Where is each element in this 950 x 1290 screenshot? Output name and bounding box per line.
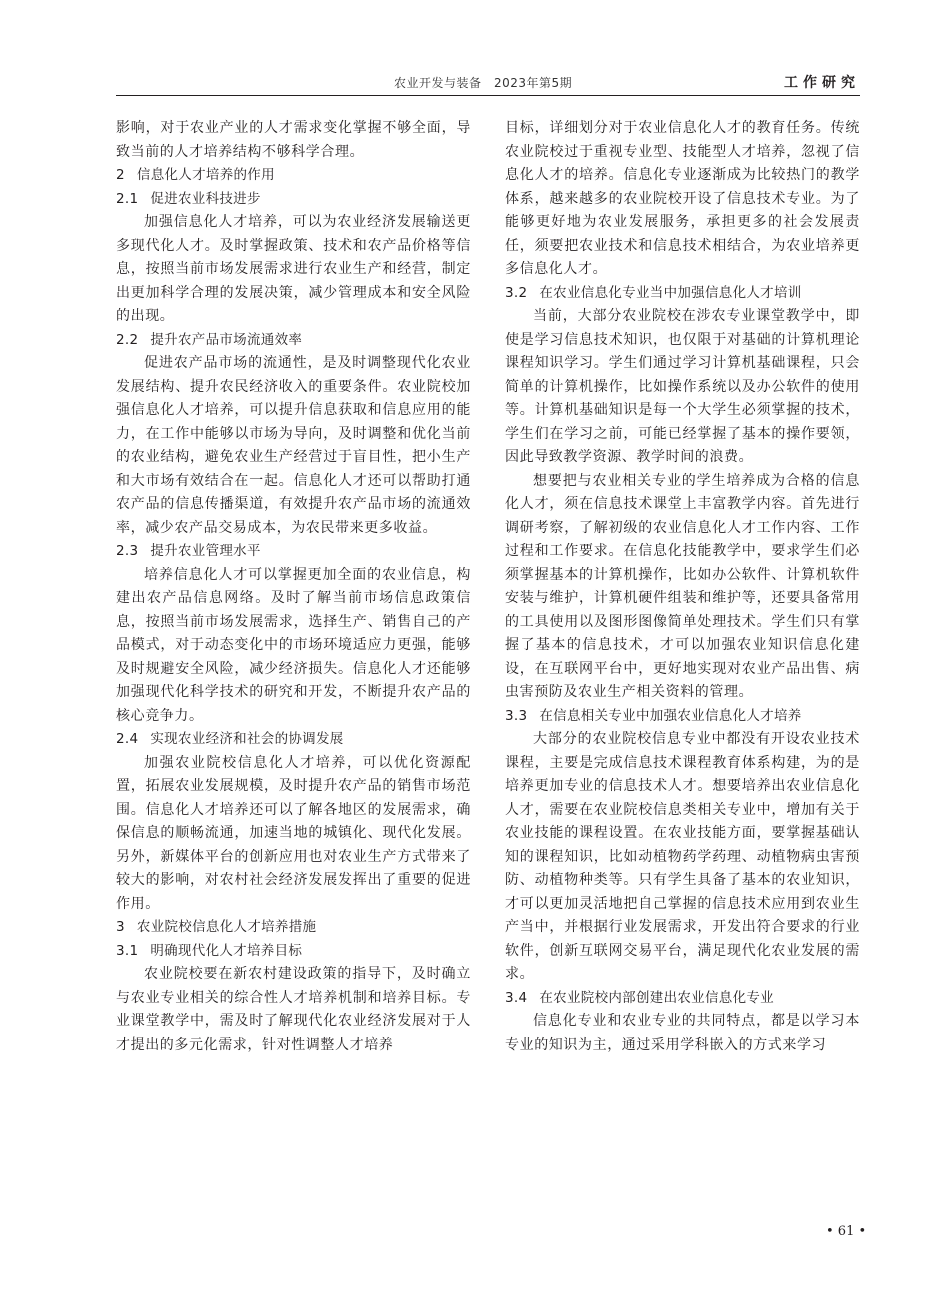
section-title: 明确现代化人才培养目标 [150,942,303,959]
section-heading [505,987,860,1011]
section-number: 3.4 [505,989,528,1006]
left-column [116,117,471,1057]
page-number: • 61 • [826,1224,867,1239]
section-number: 3.2 [505,284,528,301]
section-heading [116,188,471,212]
body-paragraph: 当前，大部分农业院校在涉农专业课堂教学中，即使是学习信息技术知识，也仅限于对基础的计算机理论课程知识学习。学生们通过学习计算机基础课程，只会简单的计算机操作，比如操作系统以及办公软件的使用等。计算机基础知识是每一个大学生必须掌握的技术，学生们在学习之前，可能已经掌握了基本的操作要领，因此导致教学资源、教学时间的浪费。 [505,308,860,465]
section-title: 在农业信息化专业当中加强信息化人才培训 [539,284,802,301]
body-paragraph: 大部分的农业院校信息专业中都没有开设农业技术课程，主要是完成信息技术课程教育体系构建，为的是培养更加专业的信息技术人才。想要培养出农业信息化人才，需要在农业院校信息类相关专业中，增加有关于农业技能的课程设置。在农业技能方面，要掌握基础认知的课程知识，比如动植物药学药理、动植物病虫害预防、动植物种类等。只有学生具备了基本的农业知识，才可以更加灵活地把自己掌握的信息技术应用到农业生产当中，并根据行业发展需求，开发出符合要求的行业软件，创新互联网交易平台，满足现代化农业发展的需求。 [505,731,860,982]
section-title: 在信息相关专业中加强农业信息化人才培养 [539,707,802,724]
section-heading [116,329,471,353]
body-paragraph: 加强农业院校信息化人才培养，可以优化资源配置，拓展农业发展规模，及时提升农产品的销售市场范围。信息化人才培养还可以了解各地区的发展需求，确保信息的顺畅流通，加速当地的城镇化、现代化发展。另外，新媒体平台的创新应用也对农业生产方式带来了较大的影响，对农村社会经济发展发挥出了重要的促进作用。 [116,754,471,912]
body-paragraph: 想要把与农业相关专业的学生培养成为合格的信息化人才，须在信息技术课堂上丰富教学内容。首先进行调研考察，了解初级的农业信息化人才工作内容、工作过程和工作要求。在信息化技能教学中，要求学生们必须掌握基本的计算机操作，比如办公软件、计算机软件安装与维护，计算机硬件组装和维护等，还要具备常用的工具使用以及图形图像简单处理技术。学生们只有掌握了基本的信息技术，才可以加强农业知识信息化建设，在互联网平台中，更好地实现对农业产品出售、病虫害预防及农业生产相关资料的管理。 [505,472,860,700]
section-heading [116,728,471,752]
section-title: 实现农业经济和社会的协调发展 [150,731,344,747]
section-heading [116,940,471,964]
section-number: 2.2 [116,331,139,348]
section-title: 农业院校信息化人才培养措施 [136,919,317,935]
section-number: 3.1 [116,942,139,959]
section-title: 信息化人才培养的作用 [136,167,275,183]
body-paragraph: 目标，详细划分对于农业信息化人才的教育任务。传统农业院校过于重视专业型、技能型人才培养，忽视了信息化人才的培养。信息化专业逐渐成为比较热门的教学体系，越来越多的农业院校开设了信息技术专业。为了能够更好地为农业发展服务，承担更多的社会发展责任，须要把农业技术和信息技术相结合，为农业培养更多信息化人才。 [505,120,860,277]
section-heading [505,705,860,729]
running-header [116,72,860,94]
section-number: 2.3 [116,543,139,559]
section-heading [116,164,471,188]
body-paragraph: 影响，对于农业产业的人才需求变化掌握不够全面，导致当前的人才培养结构不够科学合理。 [116,120,471,160]
section-label: 工作研究 [784,75,860,91]
body-paragraph: 信息化专业和农业专业的共同特点，都是以学习本专业的知识为主，通过采用学科嵌入的方式来学习 [505,1013,860,1053]
section-number: 3.3 [505,707,528,724]
section-title: 提升农业管理水平 [150,543,261,559]
section-title: 促进农业科技进步 [150,190,261,207]
body-paragraph: 加强信息化人才培养，可以为农业经济发展输送更多现代化人才。及时掌握政策、技术和农产品价格等信息，按照当前市场发展需求进行农业生产和经营，制定出更加科学合理的发展决策，减少管理成本和安全风险的出现。 [116,214,471,324]
section-title: 提升农产品市场流通效率 [150,331,303,348]
section-number: 2 [116,167,125,183]
section-heading [505,282,860,306]
journal-issue: 农业开发与装备 2023年第5期 [394,76,573,90]
header-rule [116,95,860,96]
right-column [505,117,860,1057]
body-paragraph: 农业院校要在新农村建设政策的指导下，及时确立与农业专业相关的综合性人才培养机制和培养目标。专业课堂教学中，需及时了解现代化农业经济发展对于人才提出的多元化需求，针对性调整人才培养 [116,966,471,1053]
section-heading [116,916,471,940]
section-number: 3 [116,919,125,935]
section-number: 2.4 [116,731,139,747]
section-heading [116,540,471,564]
body-paragraph: 促进农产品市场的流通性，是及时调整现代化农业发展结构、提升农民经济收入的重要条件。农业院校加强信息化人才培养，可以提升信息获取和信息应用的能力，在工作中能够以市场为导向，及时调整和优化当前的农业结构，避免农业生产经营过于盲目性，把小生产和大市场有效结合在一起。信息化人才还可以帮助打通农产品的信息传播渠道，有效提升农产品市场的流通效率，减少农产品交易成本，为农民带来更多收益。 [116,355,471,536]
body-paragraph: 培养信息化人才可以掌握更加全面的农业信息，构建出农产品信息网络。及时了解当前市场信息政策信息，按照当前市场发展需求，选择生产、销售自己的产品模式，对于动态变化中的市场环境适应力更强，能够及时规避安全风险，减少经济损失。信息化人才还能够加强现代化科学技术的研究和开发，不断提升农产品的核心竞争力。 [116,566,471,724]
section-number: 2.1 [116,190,139,207]
section-title: 在农业院校内部创建出农业信息化专业 [539,989,774,1006]
